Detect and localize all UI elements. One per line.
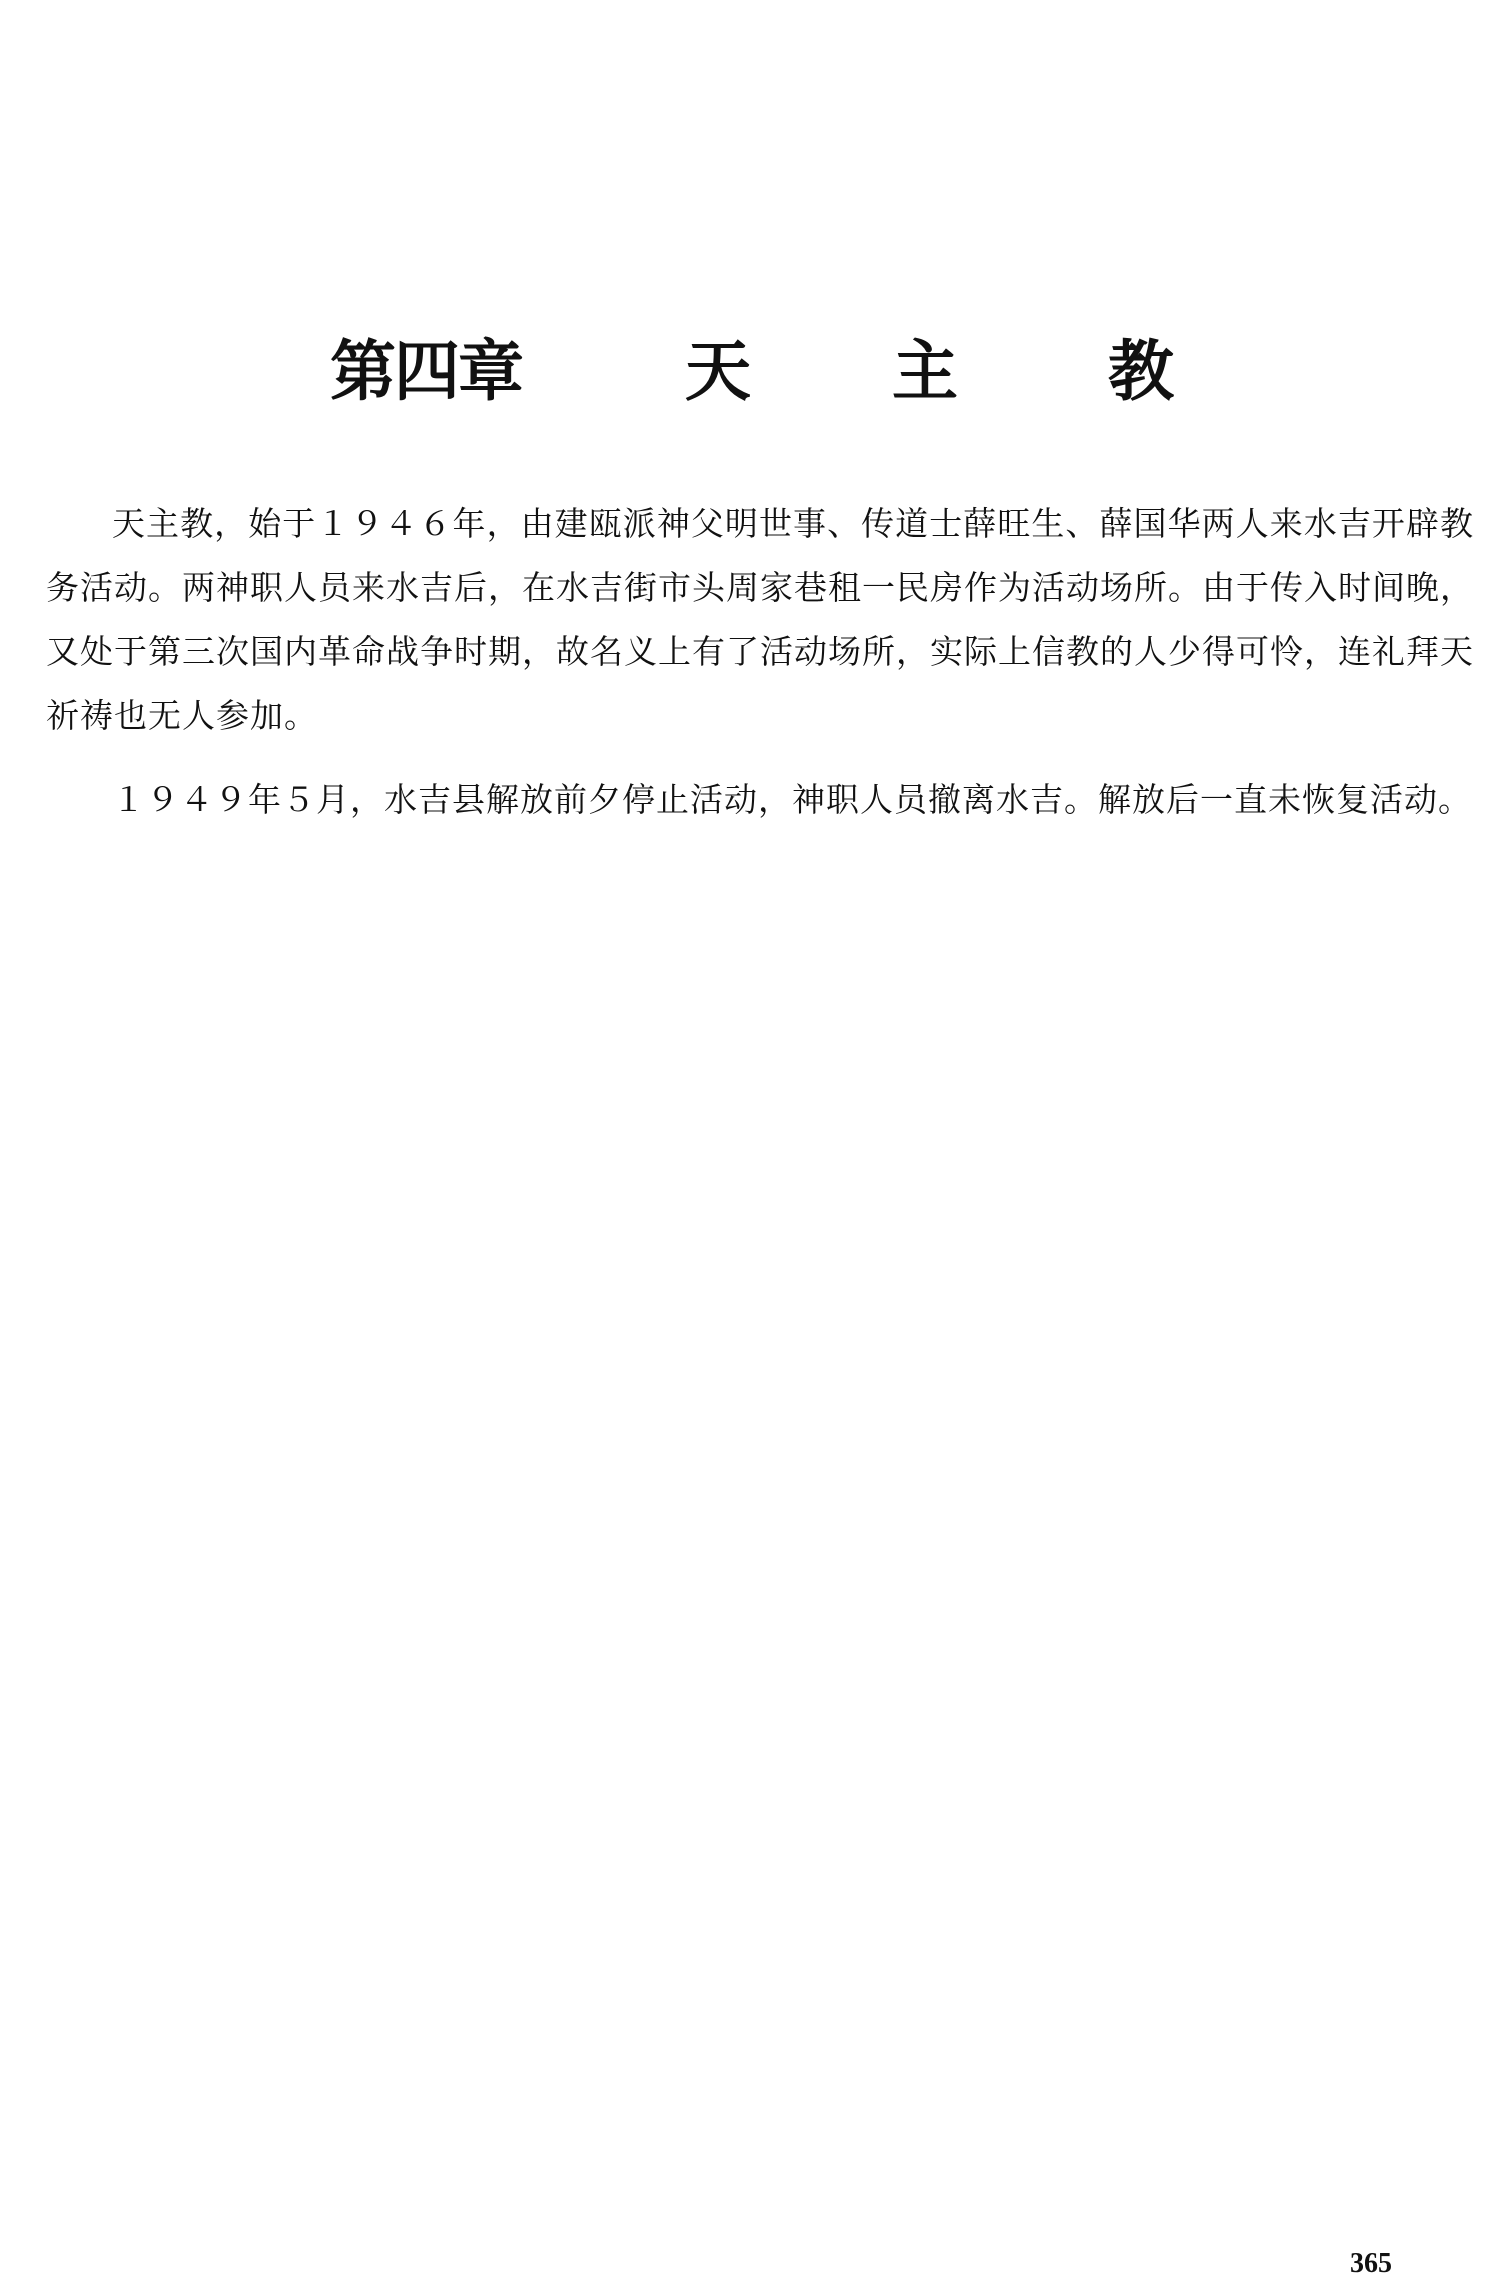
page-number: 365 [1350, 2248, 1392, 2279]
chapter-title-char: 主 [892, 332, 958, 411]
chapter-title-char: 天 [685, 332, 751, 411]
chapter-title [0, 326, 1500, 416]
paragraph: １９４９年５月，水吉县解放前夕停止活动，神职人员撤离水吉。解放后一直未恢复活动。 [112, 780, 1472, 819]
chapter-number-label: 第四章 [330, 332, 522, 411]
chapter-body [46, 492, 1474, 832]
paragraph: 天主教，始于１９４６年，由建瓯派神父明世事、传道士薛旺生、薛国华两人来水吉开辟教务活动。两神职人员来水吉后，在水吉街市头周家巷租一民房作为活动场所。由于传入时间晚，又处于第三次国内革命战争时期，故名义上有了活动场所，实际上信教的人少得可怜，连礼拜天祈祷也无人参加。 [46, 504, 1474, 735]
chapter-title-char: 教 [1108, 332, 1174, 411]
